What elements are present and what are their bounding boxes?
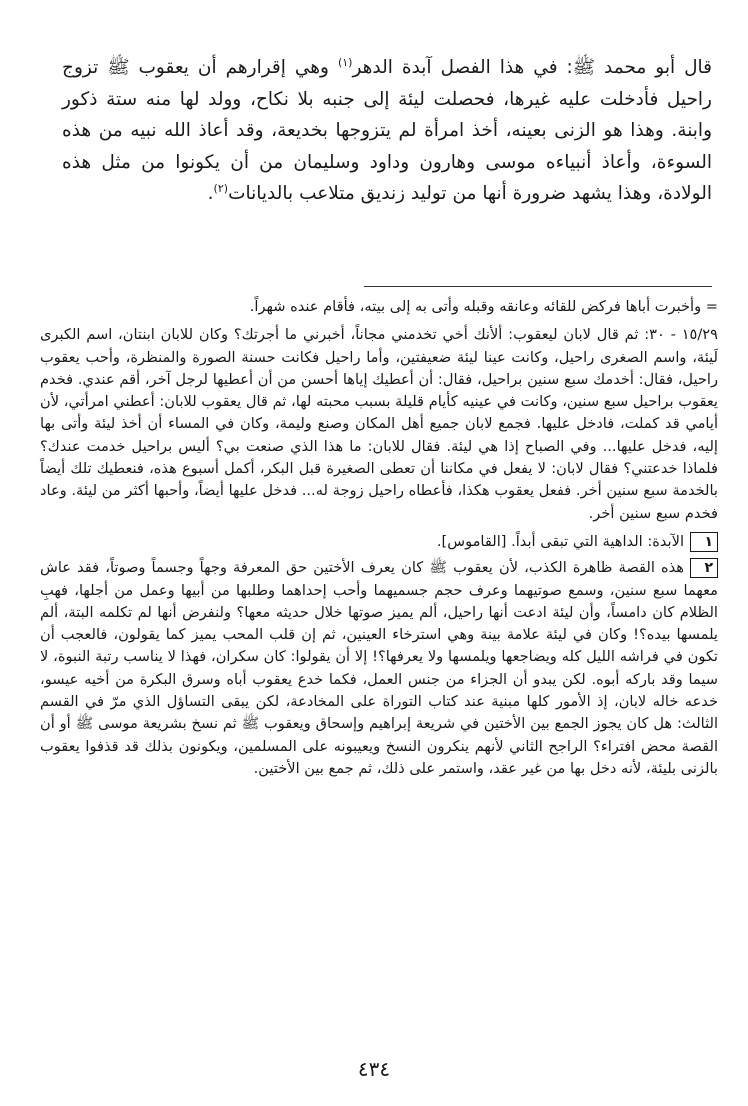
footnote-separator (364, 286, 712, 287)
footnote-ref-1: (١) (337, 55, 353, 69)
footnotes-section (40, 296, 718, 787)
footnote-2-number-box: ٢ (690, 558, 718, 578)
main-paragraph (62, 52, 712, 210)
footnote-2-text: هذه القصة ظاهرة الكذب، لأن يعقوب ﷺ كان يعرف الأختين حق المعرفة وجهاً وجسماً وصوتاً، فقد عاش معهما سبع سنين، وسمع صوتيهما وعرف حجم جسميهما وأحب إحداهما وطلبها من أبيها وعمل من أجلها، فهبِ الظلام كان دامساً، وأن ليئة ادعت أنها راحيل، ألم يميز صوتها خلال حديثه معها؟ ولنفرض أنها لم تكلمه البتة، ألم يلمسها بيده؟! وكان في ليئة علامة بينة وهي استرخاء العينين، ثم إن قلب المحب يميز كما يقولون، فالعجب أن تكون في فراشه الليل كله ويضاجعها ويلمسها ولا يعرفها؟! إلا أن يقولوا: كان سكران، فهذا لا يناسب رتبة النبوة، لا سيما وقد باركه أبوه. لكن يبدو أن الجزاء من جنس العمل، فكما خدع يعقوب أباه وسرق البكرة من أخيه عيسو، خدعه خاله لابان، إذ الأمور كلها مبنية عند كتاب التوراة على المخادعة، لكن يبقى التساؤل الذي مرّ في القسم الثالث: هل كان يجوز الجمع بين الأختين في شريعة إبراهيم وإسحاق ويعقوب ﷺ ثم نسخ بشريعة موسى ﷺ أو أن القصة محض افتراء؟ الراجح الثاني لأنهم ينكرون النسخ ويعيبونه على المسلمين، ويكونون بذلك قد قذفوا يعقوب بالزنى بليئة، لأنه دخل بها من غير عقد، واستمر على ذلك، ثم جمع بين الأختين. (40, 559, 718, 777)
footnote-continuation: = وأخبرت أباها فركض للقائه وعانقه وقبله وأتى به إلى بيته، فأقام عنده شهراً. (249, 298, 718, 315)
main-text-end: . (207, 183, 214, 205)
footnote-1-number-box: ١ (690, 532, 718, 552)
main-paragraph-text (62, 52, 712, 210)
footnote-2 (40, 557, 718, 780)
footnote-1-text: الآبدة: الداهية التي تبقى أبداً. [القاموس]. (436, 532, 684, 550)
footnote-1 (40, 531, 718, 553)
page-number: ٤٣٤ (357, 1057, 391, 1081)
main-text-body: وهي إقرارهم أن يعقوب ﷺ تزوج راحيل فأدخلت عليه غيرها، فحصلت ليئة إلى جنبه بلا نكاح، وولد لها منه ستة ذكور وابنة. وهذا هو الزنى بعينه، أخذ امرأة لم يتزوجها بخديعة، وقد أعاذ الله نبيه من هذه السوءة، وأعاذ أنبياءه موسى وهارون وداود وسليمان من أن يكونوا من مثل هذه الولادة، وهذا يشهد ضرورة أنها من توليد زنديق متلاعب بالديانات (62, 57, 712, 205)
main-text-intro: قال أبو محمد ﷺ: في هذا الفصل آبدة الدهر (352, 57, 712, 78)
footnote-ref-2: (٢) (213, 182, 229, 196)
footnote-verse-quote: ١٥/٢٩ - ٣٠: ثم قال لابان ليعقوب: ألأنك أخي تخدمني مجاناً، أخبرني ما أجرتك؟ وكان للابان ابنتان، اسم الكبرى لَيئة، واسم الصغرى راحيل، وكانت عينا ليئة ضعيفتين، وأما راحيل فكانت حسنة الصورة والمنظرة، وأحب يعقوب راحيل، فقال: أخدمك سبع سنين براحيل، فقال: أن أعطيك إياها أحسن من أن أعطيها لرجل آخر، أقم عندي. فخدم يعقوب براحيل سبع سنين، وكانت في عينيه كأيام قليلة بسبب محبته لها، ثم قال يعقوب للابان: أعطني امرأتي، لأن أيامي قد كملت، فادخل عليها. فجمع لابان جميع أهل المكان وصنع وليمة، وكان في المساء أن أخذ ليئة وأتى بها إليه، فدخل عليها... وفي الصباح إذا هي ليئة. فقال للابان: ما هذا الذي صنعت بي؟ أليس براحيل خدمت عندك؟ فلماذا خدعتني؟ فقال لابان: لا يفعل في مكاننا أن تعطى الصغيرة قبل البكر، أكمل أسبوع هذه، فنعطيك تلك أيضاً بالخدمة سبع سنين أخر. ففعل يعقوب هكذا، فأعطاه راحيل زوجة له... فدخل عليها أيضاً، وأحبها أكثر من ليئة. وعاد فخدم سبع سنين أخر. (40, 326, 718, 522)
